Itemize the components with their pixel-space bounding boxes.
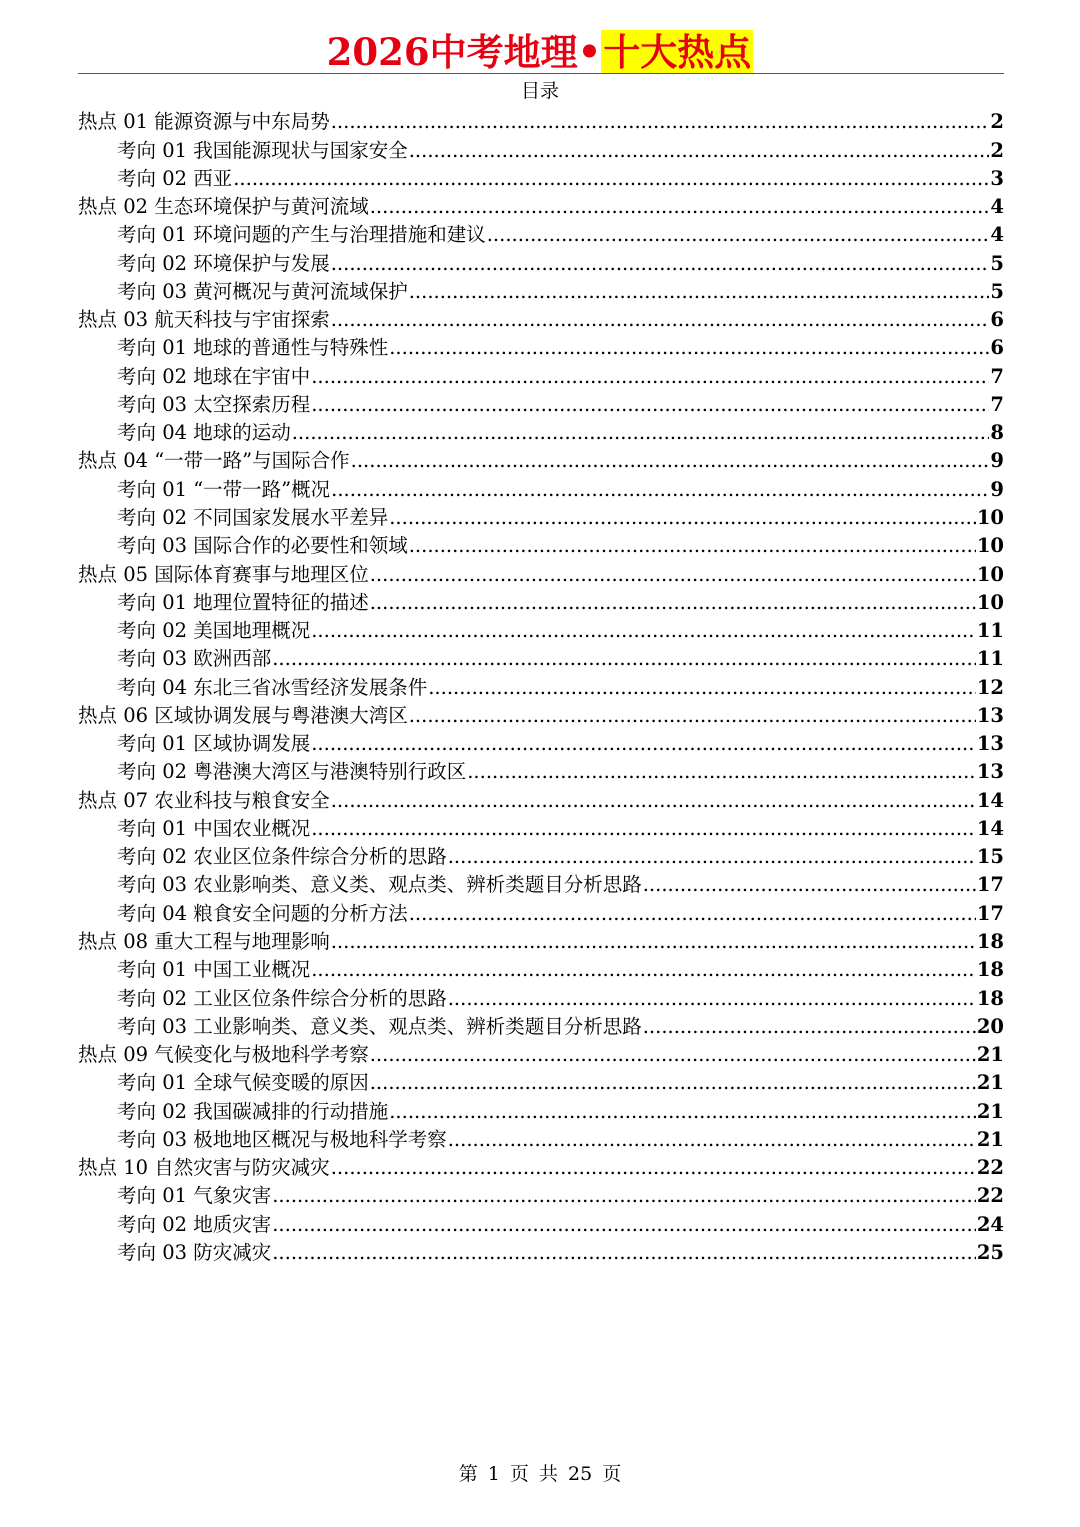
toc-dot-leader <box>233 166 989 192</box>
page-footer: 第 1 页 共 25 页 <box>458 1463 622 1485</box>
toc-dot-leader <box>311 816 976 842</box>
toc-dot-leader <box>389 335 989 361</box>
toc-dot-leader <box>643 1014 976 1040</box>
toc-subtopic-entry[interactable] <box>78 814 1004 842</box>
toc-entry-label: 考向 03 农业影响类、意义类、观点类、辨析类题目分析思路 <box>117 873 642 897</box>
toc-subtopic-entry[interactable] <box>78 729 1004 757</box>
toc-subtopic-entry[interactable] <box>78 983 1004 1011</box>
toc-hotspot-entry[interactable] <box>78 701 1004 729</box>
title-main: 2026中考地理• <box>326 30 602 74</box>
toc-entry-label: 考向 03 黄河概况与黄河流域保护 <box>117 279 408 303</box>
toc-subtopic-entry[interactable] <box>78 1181 1004 1209</box>
toc-page-number: 24 <box>976 1212 1004 1236</box>
toc-entry-label: 考向 02 农业区位条件综合分析的思路 <box>117 845 447 869</box>
toc-page-number: 9 <box>990 477 1004 501</box>
toc-subtopic-entry[interactable] <box>78 1125 1004 1153</box>
toc-entry-label: 热点 06 区域协调发展与粤港澳大湾区 <box>78 703 408 727</box>
toc-page-number: 5 <box>990 279 1004 303</box>
toc-dot-leader <box>448 844 976 870</box>
toc-entry-label: 考向 01 中国工业概况 <box>117 958 311 982</box>
toc-page-number: 22 <box>976 1156 1004 1180</box>
toc-dot-leader <box>331 307 990 333</box>
toc-entry-label: 热点 09 气候变化与极地科学考察 <box>78 1043 369 1067</box>
toc-page-number: 10 <box>976 562 1004 586</box>
toc-page-number: 8 <box>990 421 1004 445</box>
toc-hotspot-entry[interactable] <box>78 305 1004 333</box>
toc-page-number: 6 <box>990 336 1004 360</box>
toc-page-number: 5 <box>990 251 1004 275</box>
toc-entry-label: 热点 05 国际体育赛事与地理区位 <box>78 562 369 586</box>
toc-entry-label: 热点 04 “一带一路”与国际合作 <box>78 449 350 473</box>
toc-dot-leader <box>351 448 990 474</box>
toc-dot-leader <box>409 279 990 305</box>
toc-entry-label: 考向 01 气象灾害 <box>117 1184 272 1208</box>
toc-subtopic-entry[interactable] <box>78 390 1004 418</box>
toc-entry-label: 热点 02 生态环境保护与黄河流域 <box>78 195 369 219</box>
toc-entry-label: 考向 03 极地地区概况与极地科学考察 <box>117 1127 447 1151</box>
toc-dot-leader <box>311 364 989 390</box>
toc-entry-label: 考向 02 粤港澳大湾区与港澳特别行政区 <box>117 760 467 784</box>
toc-page-number: 22 <box>976 1184 1004 1208</box>
toc-heading: 目录 <box>520 80 559 102</box>
toc-dot-leader <box>272 1212 976 1238</box>
toc-entry-label: 考向 02 我国碳减排的行动措施 <box>117 1099 389 1123</box>
toc-dot-leader <box>487 222 990 248</box>
toc-entry-label: 热点 10 自然灾害与防灾减灾 <box>78 1156 330 1180</box>
toc-dot-leader <box>370 562 976 588</box>
toc-page-number: 21 <box>976 1043 1004 1067</box>
toc-dot-leader <box>428 675 976 701</box>
toc-entry-label: 考向 01 地球的普通性与特殊性 <box>117 336 389 360</box>
toc-dot-leader <box>448 1127 976 1153</box>
toc-dot-leader <box>311 392 989 418</box>
toc-hotspot-entry[interactable] <box>78 1153 1004 1181</box>
toc-dot-leader <box>409 703 976 729</box>
toc-page-number: 25 <box>976 1240 1004 1264</box>
toc-page-number: 13 <box>976 732 1004 756</box>
toc-page-number: 18 <box>976 929 1004 953</box>
toc-subtopic-entry[interactable] <box>78 333 1004 361</box>
toc-page-number: 7 <box>990 392 1004 416</box>
toc-dot-leader <box>331 788 976 814</box>
toc-page-number: 21 <box>976 1099 1004 1123</box>
toc-dot-leader <box>370 194 990 220</box>
toc-entry-label: 考向 01 地理位置特征的描述 <box>117 590 369 614</box>
toc-dot-leader <box>272 1183 976 1209</box>
toc-dot-leader <box>643 872 976 898</box>
toc-page-number: 4 <box>990 223 1004 247</box>
toc-page-number: 21 <box>976 1127 1004 1151</box>
toc-hotspot-entry[interactable] <box>78 785 1004 813</box>
toc-entry-label: 热点 01 能源资源与中东局势 <box>78 110 330 134</box>
toc-dot-leader <box>409 533 976 559</box>
toc-dot-leader <box>331 1155 976 1181</box>
toc-dot-leader <box>311 618 976 644</box>
toc-entry-label: 考向 02 不同国家发展水平差异 <box>117 505 389 529</box>
toc-entry-label: 考向 02 环境保护与发展 <box>117 251 330 275</box>
toc-subtopic-entry[interactable] <box>78 955 1004 983</box>
toc-dot-leader <box>272 1240 976 1266</box>
toc-entry-label: 考向 03 太空探索历程 <box>117 392 311 416</box>
toc-subtopic-entry[interactable] <box>78 277 1004 305</box>
toc-page-number: 15 <box>976 845 1004 869</box>
toc-entry-label: 考向 03 国际合作的必要性和领域 <box>117 534 408 558</box>
toc-subtopic-entry[interactable] <box>78 503 1004 531</box>
toc-page-number: 3 <box>990 166 1004 190</box>
table-of-contents <box>78 107 1004 1266</box>
toc-hotspot-entry[interactable] <box>78 559 1004 587</box>
toc-entry-label: 考向 03 欧洲西部 <box>117 647 272 671</box>
toc-page-number: 9 <box>990 449 1004 473</box>
toc-page-number: 10 <box>976 590 1004 614</box>
toc-hotspot-entry[interactable] <box>78 446 1004 474</box>
header-divider <box>78 73 1004 74</box>
toc-page-number: 2 <box>990 138 1004 162</box>
toc-subtopic-entry[interactable] <box>78 672 1004 700</box>
toc-page-number: 14 <box>976 788 1004 812</box>
toc-page-number: 6 <box>990 308 1004 332</box>
toc-dot-leader <box>370 1070 976 1096</box>
toc-page-number: 2 <box>990 110 1004 134</box>
toc-page-number: 17 <box>976 873 1004 897</box>
toc-dot-leader <box>467 759 976 785</box>
toc-entry-label: 考向 04 地球的运动 <box>117 421 291 445</box>
toc-page-number: 11 <box>976 647 1004 671</box>
toc-subtopic-entry[interactable] <box>78 418 1004 446</box>
toc-page-number: 18 <box>976 986 1004 1010</box>
toc-page-number: 21 <box>976 1071 1004 1095</box>
toc-subtopic-entry[interactable] <box>78 1238 1004 1266</box>
toc-page-number: 10 <box>976 534 1004 558</box>
toc-entry-label: 热点 03 航天科技与宇宙探索 <box>78 308 330 332</box>
toc-dot-leader <box>272 646 976 672</box>
document-title <box>0 30 1080 74</box>
toc-subtopic-entry[interactable] <box>78 898 1004 926</box>
toc-subtopic-entry[interactable] <box>78 1012 1004 1040</box>
toc-page-number: 13 <box>976 703 1004 727</box>
toc-page-number: 13 <box>976 760 1004 784</box>
toc-dot-leader <box>409 901 976 927</box>
toc-subtopic-entry[interactable] <box>78 870 1004 898</box>
toc-subtopic-entry[interactable] <box>78 757 1004 785</box>
toc-hotspot-entry[interactable] <box>78 192 1004 220</box>
toc-hotspot-entry[interactable] <box>78 107 1004 135</box>
toc-dot-leader <box>331 109 990 135</box>
toc-subtopic-entry[interactable] <box>78 1068 1004 1096</box>
toc-hotspot-entry[interactable] <box>78 1040 1004 1068</box>
toc-page-number: 20 <box>976 1014 1004 1038</box>
toc-entry-label: 考向 01 “一带一路”概况 <box>117 477 331 501</box>
toc-entry-label: 考向 01 环境问题的产生与治理措施和建议 <box>117 223 486 247</box>
toc-page-number: 12 <box>976 675 1004 699</box>
toc-hotspot-entry[interactable] <box>78 927 1004 955</box>
toc-entry-label: 考向 01 我国能源现状与国家安全 <box>117 138 408 162</box>
toc-dot-leader <box>311 731 976 757</box>
toc-page-number: 17 <box>976 901 1004 925</box>
toc-entry-label: 考向 01 区域协调发展 <box>117 732 311 756</box>
toc-entry-label: 考向 02 地球在宇宙中 <box>117 364 311 388</box>
toc-dot-leader <box>448 986 976 1012</box>
toc-entry-label: 热点 08 重大工程与地理影响 <box>78 929 330 953</box>
toc-dot-leader <box>370 590 976 616</box>
toc-subtopic-entry[interactable] <box>78 616 1004 644</box>
toc-entry-label: 考向 04 粮食安全问题的分析方法 <box>117 901 408 925</box>
toc-subtopic-entry[interactable] <box>78 588 1004 616</box>
toc-subtopic-entry[interactable] <box>78 361 1004 389</box>
toc-dot-leader <box>292 420 990 446</box>
toc-subtopic-entry[interactable] <box>78 474 1004 502</box>
toc-subtopic-entry[interactable] <box>78 531 1004 559</box>
toc-subtopic-entry[interactable] <box>78 220 1004 248</box>
toc-entry-label: 考向 02 美国地理概况 <box>117 619 311 643</box>
toc-entry-label: 考向 02 西亚 <box>117 166 233 190</box>
toc-dot-leader <box>370 1042 976 1068</box>
toc-dot-leader <box>389 1099 976 1125</box>
title-highlight: 十大热点 <box>603 30 752 74</box>
toc-dot-leader <box>409 138 990 164</box>
toc-subtopic-entry[interactable] <box>78 135 1004 163</box>
toc-dot-leader <box>331 251 990 277</box>
toc-subtopic-entry[interactable] <box>78 1209 1004 1237</box>
toc-page-number: 7 <box>990 364 1004 388</box>
toc-entry-label: 考向 02 工业区位条件综合分析的思路 <box>117 986 447 1010</box>
toc-entry-label: 考向 01 全球气候变暖的原因 <box>117 1071 369 1095</box>
toc-entry-label: 考向 01 中国农业概况 <box>117 816 311 840</box>
toc-entry-label: 考向 03 防灾减灾 <box>117 1240 272 1264</box>
toc-dot-leader <box>311 957 976 983</box>
toc-dot-leader <box>389 505 976 531</box>
toc-subtopic-entry[interactable] <box>78 1096 1004 1124</box>
toc-dot-leader <box>331 477 989 503</box>
toc-page-number: 14 <box>976 816 1004 840</box>
toc-subtopic-entry[interactable] <box>78 644 1004 672</box>
toc-entry-label: 考向 04 东北三省冰雪经济发展条件 <box>117 675 428 699</box>
toc-entry-label: 考向 02 地质灾害 <box>117 1212 272 1236</box>
toc-dot-leader <box>331 929 976 955</box>
toc-page-number: 11 <box>976 619 1004 643</box>
toc-page-number: 10 <box>976 505 1004 529</box>
toc-subtopic-entry[interactable] <box>78 842 1004 870</box>
toc-subtopic-entry[interactable] <box>78 164 1004 192</box>
toc-page-number: 18 <box>976 958 1004 982</box>
toc-entry-label: 热点 07 农业科技与粮食安全 <box>78 788 330 812</box>
toc-page-number: 4 <box>990 195 1004 219</box>
toc-entry-label: 考向 03 工业影响类、意义类、观点类、辨析类题目分析思路 <box>117 1014 642 1038</box>
toc-subtopic-entry[interactable] <box>78 248 1004 276</box>
